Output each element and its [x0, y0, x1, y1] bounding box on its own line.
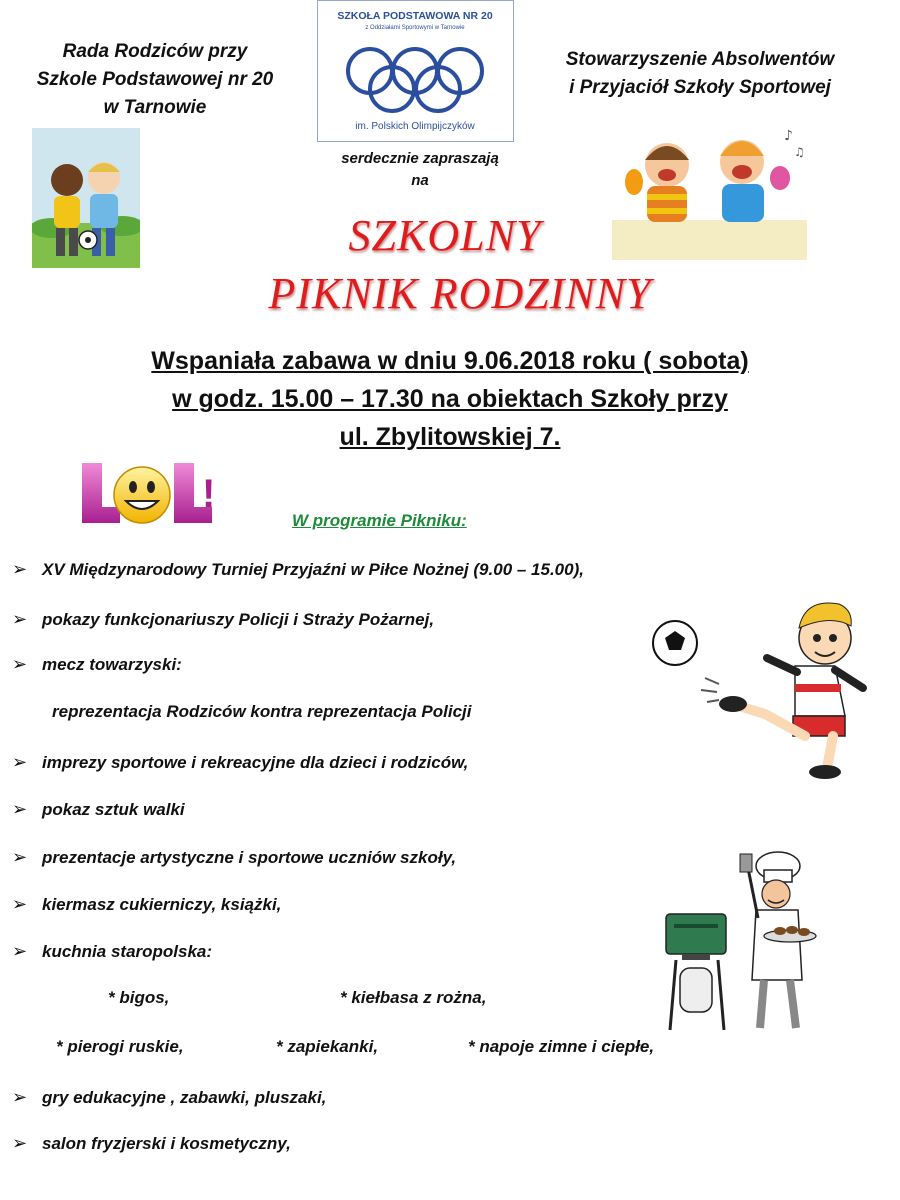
event-time-line: w godz. 15.00 – 17.30 na obiektach Szkoły przy	[172, 385, 728, 413]
header-left-organizer	[0, 38, 310, 122]
svg-text:!: !	[202, 472, 216, 516]
list-item-text: kuchnia staropolska:	[42, 942, 213, 961]
kids-music-illustration	[612, 120, 807, 260]
logo-bottom-text: im. Polskich Olimpijczyków	[355, 121, 475, 132]
lol-smiley-icon	[78, 457, 218, 529]
bullet-arrow-icon: ➢	[12, 847, 28, 867]
match-subline: reprezentacja Rodziców kontra reprezentacja Policji	[52, 702, 472, 721]
bullet-arrow-icon: ➢	[12, 1133, 28, 1153]
event-date-line: Wspaniała zabawa w dniu 9.06.2018 roku ( sobota)	[151, 347, 749, 375]
header-right-organizer	[525, 46, 875, 102]
header-left-line-1: Rada Rodziców przy	[62, 41, 248, 62]
header-left-line-2: Szkole Podstawowej nr 20	[36, 69, 274, 90]
food-kielbasa: * kiełbasa z rożna,	[340, 988, 487, 1007]
list-item-text: mecz towarzyski:	[42, 655, 182, 674]
list-item	[12, 1132, 291, 1155]
list-item	[12, 798, 185, 821]
logo-top-line-1: SZKOŁA PODSTAWOWA NR 20	[337, 10, 493, 22]
header-right-line-1: Stowarzyszenie Absolwentów	[565, 49, 835, 70]
bullet-arrow-icon: ➢	[12, 799, 28, 819]
list-item-text: kiermasz cukierniczy, książki,	[42, 895, 282, 914]
list-item-text: XV Międzynarodowy Turniej Przyjaźni w Piłce Nożnej (9.00 – 15.00),	[42, 560, 584, 579]
lol-text: LOL!	[78, 457, 81, 458]
bullet-arrow-icon: ➢	[12, 654, 28, 674]
bullet-arrow-icon: ➢	[12, 1087, 28, 1107]
school-logo	[317, 0, 514, 142]
kids-soccer-illustration	[32, 128, 140, 268]
svg-text:♪: ♪	[784, 128, 793, 144]
program-header: W programie Pikniku:	[292, 511, 467, 530]
list-item	[12, 653, 182, 676]
list-item	[12, 846, 456, 869]
bullet-arrow-icon: ➢	[12, 752, 28, 772]
grill-chef-illustration	[660, 848, 820, 1038]
list-item	[12, 608, 434, 631]
food-pierogi: * pierogi ruskie,	[56, 1037, 184, 1056]
logo-top-line-2: z Oddziałami Sportowymi w Tarnowie	[365, 25, 465, 31]
list-item	[12, 940, 212, 963]
list-item-text: gry edukacyjne , zabawki, pluszaki,	[42, 1088, 327, 1107]
svg-text:♫: ♫	[794, 145, 805, 159]
list-item	[12, 893, 281, 916]
list-item-text: pokaz sztuk walki	[42, 800, 185, 819]
list-item	[12, 558, 584, 581]
olympic-rings-icon	[348, 49, 482, 111]
soccer-player-illustration	[645, 598, 870, 783]
food-zapiekanki: * zapiekanki,	[276, 1037, 379, 1056]
bullet-arrow-icon: ➢	[12, 941, 28, 961]
title-line-1: SZKOLNY	[348, 211, 542, 260]
header-right-line-2: i Przyjaciół Szkoły Sportowej	[569, 77, 831, 98]
header-left-line-3: w Tarnowie	[103, 97, 207, 118]
invite-line-1: serdecznie zapraszają	[341, 150, 499, 167]
event-address-line: ul. Zbylitowskiej 7.	[339, 423, 561, 451]
list-item-text: pokazy funkcjonariuszy Policji i Straży Pożarnej,	[42, 610, 435, 629]
list-item-text: salon fryzjerski i kosmetyczny,	[42, 1134, 291, 1153]
food-bigos: * bigos,	[108, 988, 170, 1007]
bullet-arrow-icon: ➢	[12, 609, 28, 629]
bullet-arrow-icon: ➢	[12, 559, 28, 579]
invite-line-2: na	[411, 172, 429, 189]
list-item	[12, 1086, 326, 1109]
list-item-text: imprezy sportowe i rekreacyjne dla dzieci i rodziców,	[42, 753, 469, 772]
list-item	[12, 751, 468, 774]
title-line-2: PIKNIK RODZINNY	[268, 269, 652, 318]
bullet-arrow-icon: ➢	[12, 894, 28, 914]
list-item-text: prezentacje artystyczne i sportowe uczniów szkoły,	[42, 848, 457, 867]
food-napoje: * napoje zimne i ciepłe,	[468, 1037, 655, 1056]
